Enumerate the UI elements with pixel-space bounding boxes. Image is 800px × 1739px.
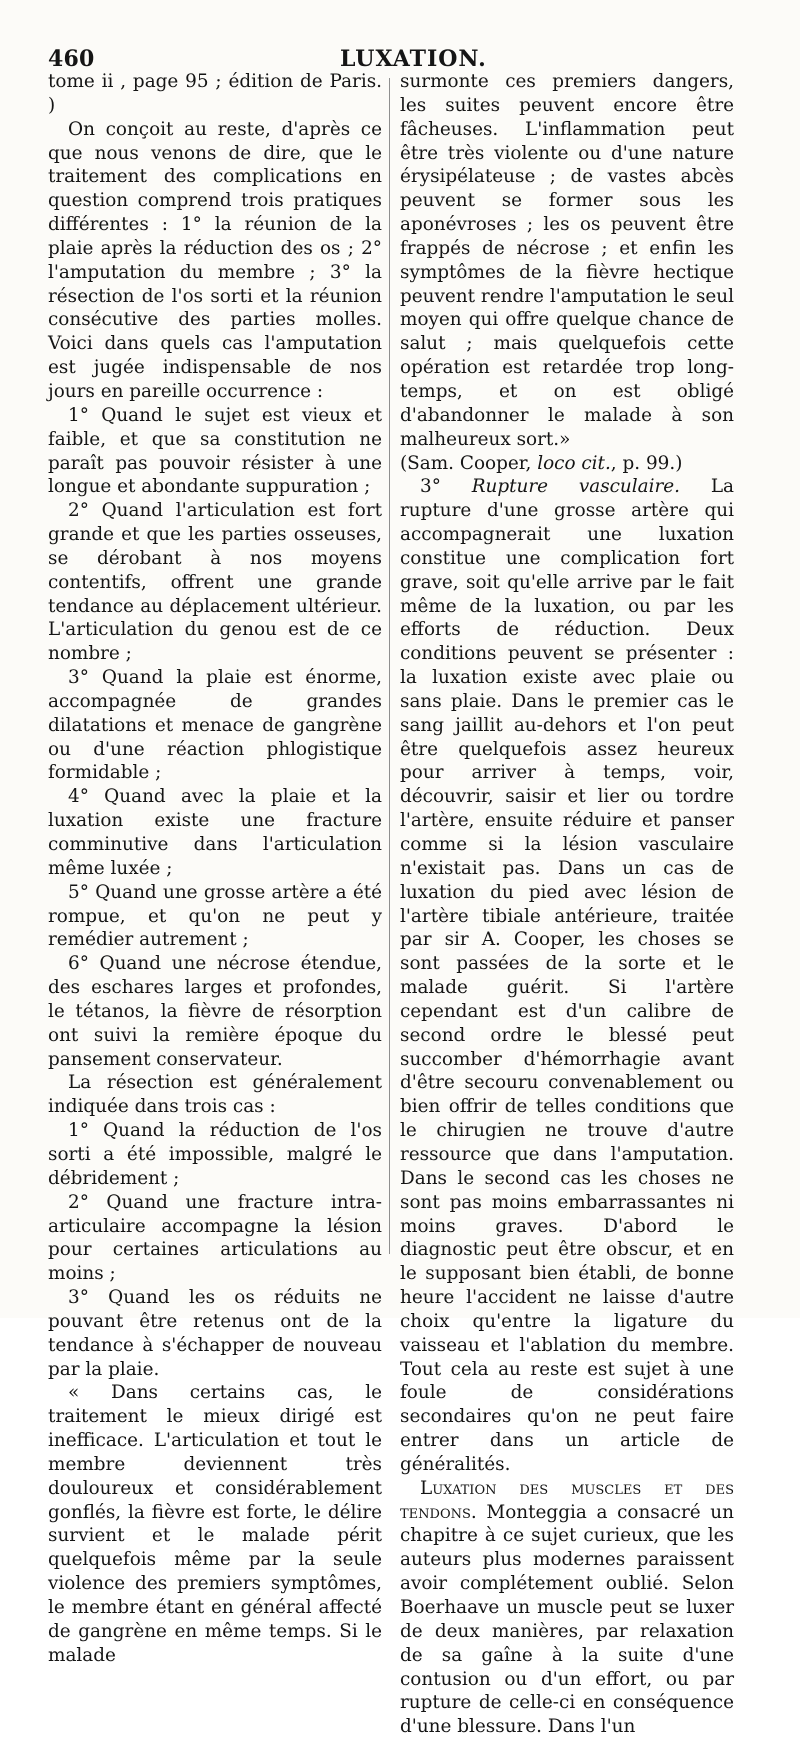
- left-paragraph-12: 3° Quand les os réduits ne pouvant être retenus ont de la tendance à s'échapper de nouveau par la plaie.: [48, 1287, 382, 1380]
- right-paragraph-1: surmonte ces premiers dangers, les suites peuvent encore être fâcheuses. L'inflammation peut être très violente ou d'une nature érysipélateuse ; de vastes abcès peuvent se former sous les aponévroses ; les os peuvent être frappés de nécrose ; et enfin les symptômes de la fièvre hectique peuvent rendre l'amputation le seul moyen qui offre quelque chance de salut ; mais quelquefois cette opération est retardée trop long-temps, et on est obligé d'abandonner le malade à son malheureux sort.»: [400, 71, 734, 450]
- running-head: LUXATION.: [340, 46, 487, 72]
- page-number: 460: [48, 46, 95, 72]
- left-paragraph-4: 2° Quand l'articulation est fort grande et que les parties osseuses, se dérobant à nos moyens contentifs, offrent une grande tendance au déplacement ultérieur. L'articulation du genou est de ce nombre ;: [48, 500, 382, 665]
- right-column: [400, 70, 734, 1739]
- left-paragraph-8: 6° Quand une nécrose étendue, des eschares larges et profondes, le tétanos, la fièvre de résorption ont suivi la remière époque du pansement conservateur.: [48, 953, 382, 1070]
- citation-suffix: , p. 99.): [610, 452, 683, 474]
- section-heading-rupture-vasculaire: Rupture vasculaire.: [471, 476, 681, 498]
- right-paragraph-2: [400, 452, 734, 476]
- left-paragraph-9: La résection est généralement indiquée dans trois cas :: [48, 1072, 382, 1118]
- citation-prefix: (Sam. Cooper,: [400, 452, 538, 474]
- right-paragraph-4: [400, 1477, 734, 1739]
- section-body-rupture-vasculaire: La rupture d'une grosse artère qui accompagnerait une luxation constitue une complication fort grave, soit qu'elle arrive par le fait même de la luxation, ou par les efforts de réduction. Deux conditions peuvent se présenter : la luxation existe avec plaie ou sans plaie. Dans le premier cas le sang jaillit au-dehors et l'on peut être quelquefois assez heureux pour arriver à temps, voir, découvrir, saisir et lier ou tordre l'artère, ensuite réduire et panser comme si la lésion vasculaire n'existait pas. Dans un cas de luxation du pied avec lésion de l'artère tibiale antérieure, traitée par sir A. Cooper, les choses se sont passées de la sorte et le malade guérit. Si l'artère cependant est d'un calibre de second ordre le blessé peut succomber d'hémorrhagie avant d'être secouru convenablement ou bien offrir de telles conditions que le chirugien ne trouve d'autre ressource que dans l'amputation. Dans le second cas les choses ne sont pas moins embarrassantes ni moins graves. D'abord le diagnostic peut être obscur, et en le supposant bien établi, de bonne heure l'accident ne laisse d'autre choix qu'entre la ligature du vaisseau et l'ablation du membre. Tout cela au reste est sujet à une foule de considérations secondaires qu'on ne peut faire entrer dans un article de généralités.: [400, 476, 734, 1475]
- left-paragraph-6: 4° Quand avec la plaie et la luxation existe une fracture comminutive dans l'articulation même luxée ;: [48, 786, 382, 879]
- left-column: [48, 70, 382, 1668]
- column-divider: [389, 78, 390, 1254]
- left-paragraph-7: 5° Quand une grosse artère a été rompue, et qu'on ne peut y remédier autrement ;: [48, 881, 382, 951]
- section-number: 3°: [420, 476, 472, 498]
- section-heading-luxation-muscles: Luxation des muscles et des tendons.: [400, 1477, 734, 1523]
- left-paragraph-11: 2° Quand une fracture intra-articulaire accompagne la lésion pour certaines articulations au moins ;: [48, 1191, 382, 1285]
- right-paragraph-3: [400, 475, 734, 1476]
- left-paragraph-5: 3° Quand la plaie est énorme, accompagnée de grandes dilatations et menace de gangrène ou d'une réaction phlogistique formidable ;: [48, 667, 382, 784]
- section-body-luxation-muscles: Monteggia a consacré un chapitre à ce sujet curieux, que les auteurs plus modernes paraissent avoir complétement oublié. Selon Boerhaave un muscle peut se luxer de deux manières, par relaxation de sa gaîne à la suite d'une contusion ou d'un effort, ou par rupture de celle-ci en conséquence d'une blessure. Dans l'un: [400, 1501, 734, 1738]
- left-paragraph-10: 1° Quand la réduction de l'os sorti a été impossible, malgré le débridement ;: [48, 1120, 382, 1189]
- left-paragraph-2: On conçoit au reste, d'après ce que nous venons de dire, que le traitement des complications en question comprend trois pratiques différentes : 1° la réunion de la plaie après la réduction des os ; 2° l'amputation du membre ; 3° la résection de l'os sorti et la réunion consécutive des parties molles. Voici dans quels cas l'amputation est jugée indispensable de nos jours en pareille occurrence :: [48, 118, 382, 402]
- citation-italic: loco cit.: [537, 452, 611, 474]
- left-paragraph-1: tome ii , page 95 ; édition de Paris. ): [48, 71, 382, 116]
- left-paragraph-3: 1° Quand le sujet est vieux et faible, et que sa constitution ne paraît pas pouvoir résister à une longue et abondante suppuration ;: [48, 404, 382, 498]
- left-paragraph-13: « Dans certains cas, le traitement le mieux dirigé est inefficace. L'articulation et tout le membre deviennent très douloureux et considérablement gonflés, la fièvre est forte, le délire survient et le malade périt quelquefois même par la seule violence des premiers symptômes, le membre étant en général affecté de gangrène en même temps. Si le malade: [48, 1382, 382, 1666]
